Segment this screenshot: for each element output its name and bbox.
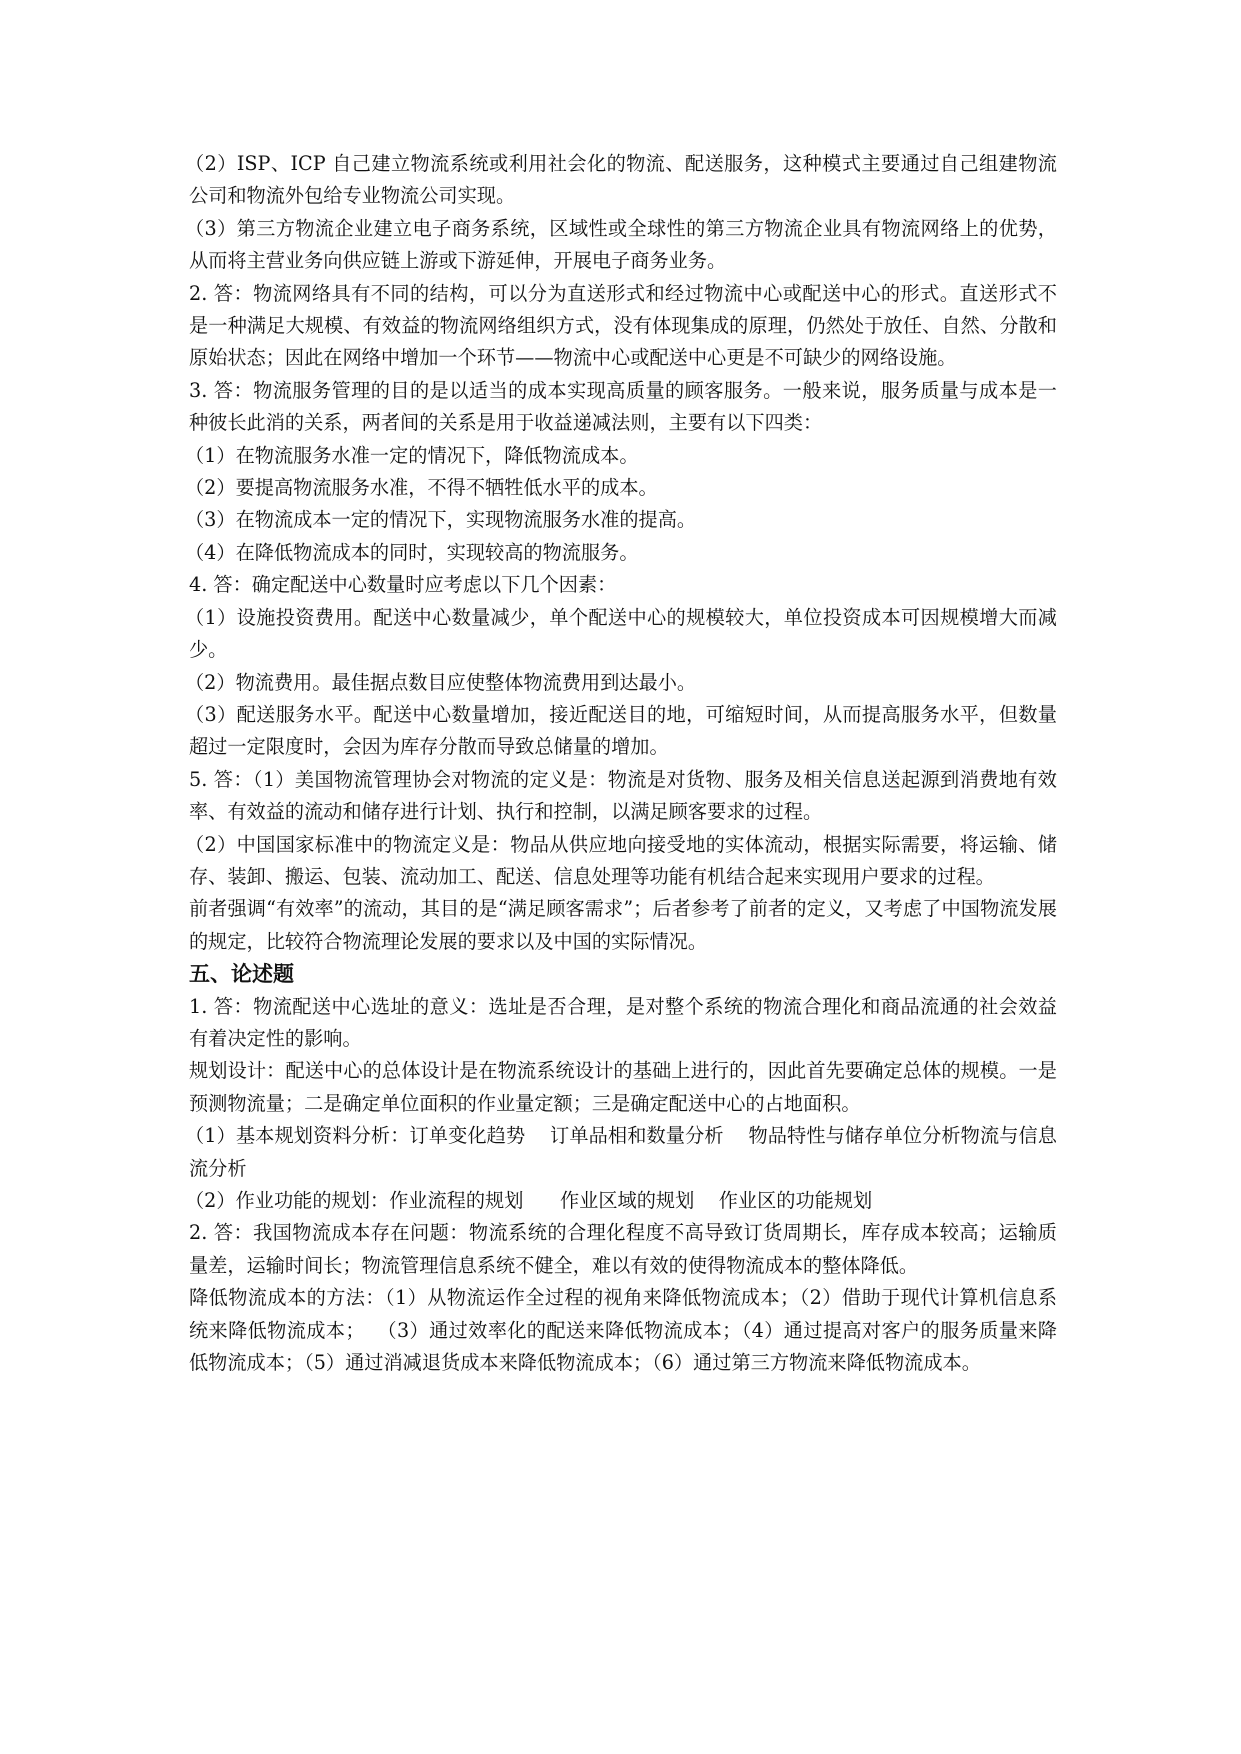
paragraph: （2）物流费用。最佳据点数目应使整体物流费用到达最小。	[185, 670, 697, 694]
paragraph: （3）第三方物流企业建立电子商务系统，区域性或全球性的第三方物流企业具有物流网络上的优势，从而将主营业务向供应链上游或下游延伸，开展电子商务业务。	[185, 216, 1057, 273]
essay-paragraph: 降低物流成本的方法：（1）从物流运作全过程的视角来降低物流成本；（2）借助于现代计算机信息系统来降低物流成本； （3）通过效率化的配送来降低物流成本；（4）通过提高对客户的服务质量来降低物流成本；（5）通过消减退货成本来降低物流成本；（6）通过第三方物流来降低物流成本。	[189, 1286, 1057, 1375]
paragraph: （2）ISP、ICP 自己建立物流系统或利用社会化的物流、配送服务，这种模式主要通过自己组建物流公司和物流外包给专业物流公司实现。	[185, 152, 1057, 208]
paragraph: 3. 答：物流服务管理的目的是以适当的成本实现高质量的顾客服务。一般来说，服务质量与成本是一种彼长此消的关系，两者间的关系是用于收益递减法则，主要有以下四类：	[189, 378, 1057, 435]
paragraph: （1）在物流服务水准一定的情况下，降低物流成本。	[185, 443, 639, 467]
essay-paragraph: 规划设计：配送中心的总体设计是在物流系统设计的基础上进行的，因此首先要确定总体的规模。一是预测物流量；二是确定单位面积的作业量定额；三是确定配送中心的占地面积。	[189, 1059, 1057, 1115]
section-heading: 五、论述题	[189, 962, 294, 987]
paragraph: 2. 答：物流网络具有不同的结构，可以分为直送形式和经过物流中心或配送中心的形式。直送形式不是一种满足大规模、有效益的物流网络组织方式，没有体现集成的原理，仍然处于放任、自然、分散和原始状态；因此在网络中增加一个环节——物流中心或配送中心更是不可缺少的网络设施。	[189, 281, 1057, 370]
paragraph: （2）要提高物流服务水准，不得不牺牲低水平的成本。	[185, 476, 658, 500]
essay-paragraph: （2）作业功能的规划：作业流程的规划 作业区域的规划 作业区的功能规划	[185, 1189, 873, 1212]
paragraph: （2）中国国家标准中的物流定义是：物品从供应地向接受地的实体流动，根据实际需要，将运输、储存、装卸、搬运、包装、流动加工、配送、信息处理等功能有机结合起来实现用户要求的过程。	[185, 832, 1057, 888]
paragraph: 前者强调“有效率”的流动，其目的是“满足顾客需求”；后者参考了前者的定义，又考虑了中国物流发展的规定，比较符合物流理论发展的要求以及中国的实际情况。	[189, 897, 1057, 953]
essay-paragraph: 2. 答：我国物流成本存在问题：物流系统的合理化程度不高导致订货周期长，库存成本较高；运输质量差，运输时间长；物流管理信息系统不健全，难以有效的使得物流成本的整体降低。	[189, 1221, 1057, 1277]
essay-paragraph: 1. 答：物流配送中心选址的意义：选址是否合理，是对整个系统的物流合理化和商品流通的社会效益有着决定性的影响。	[189, 994, 1057, 1050]
paragraph: （3）配送服务水平。配送中心数量增加，接近配送目的地，可缩短时间，从而提高服务水平，但数量超过一定限度时，会因为库存分散而导致总储量的增加。	[185, 702, 1057, 759]
paragraph: （4）在降低物流成本的同时，实现较高的物流服务。	[185, 540, 639, 564]
paragraph: （1）设施投资费用。配送中心数量减少，单个配送中心的规模较大，单位投资成本可因规模增大而减少。	[185, 605, 1057, 662]
paragraph: 5. 答：（1）美国物流管理协会对物流的定义是：物流是对货物、服务及相关信息送起源到消费地有效率、有效益的流动和储存进行计划、执行和控制，以满足顾客要求的过程。	[189, 767, 1057, 824]
paragraph: （3）在物流成本一定的情况下，实现物流服务水准的提高。	[185, 508, 697, 532]
paragraph: 4. 答：确定配送中心数量时应考虑以下几个因素：	[189, 573, 617, 597]
essay-paragraph: （1）基本规划资料分析：订单变化趋势 订单品相和数量分析 物品特性与储存单位分析物流与信息流分析	[185, 1124, 1057, 1180]
document-page	[185, 148, 1057, 1379]
